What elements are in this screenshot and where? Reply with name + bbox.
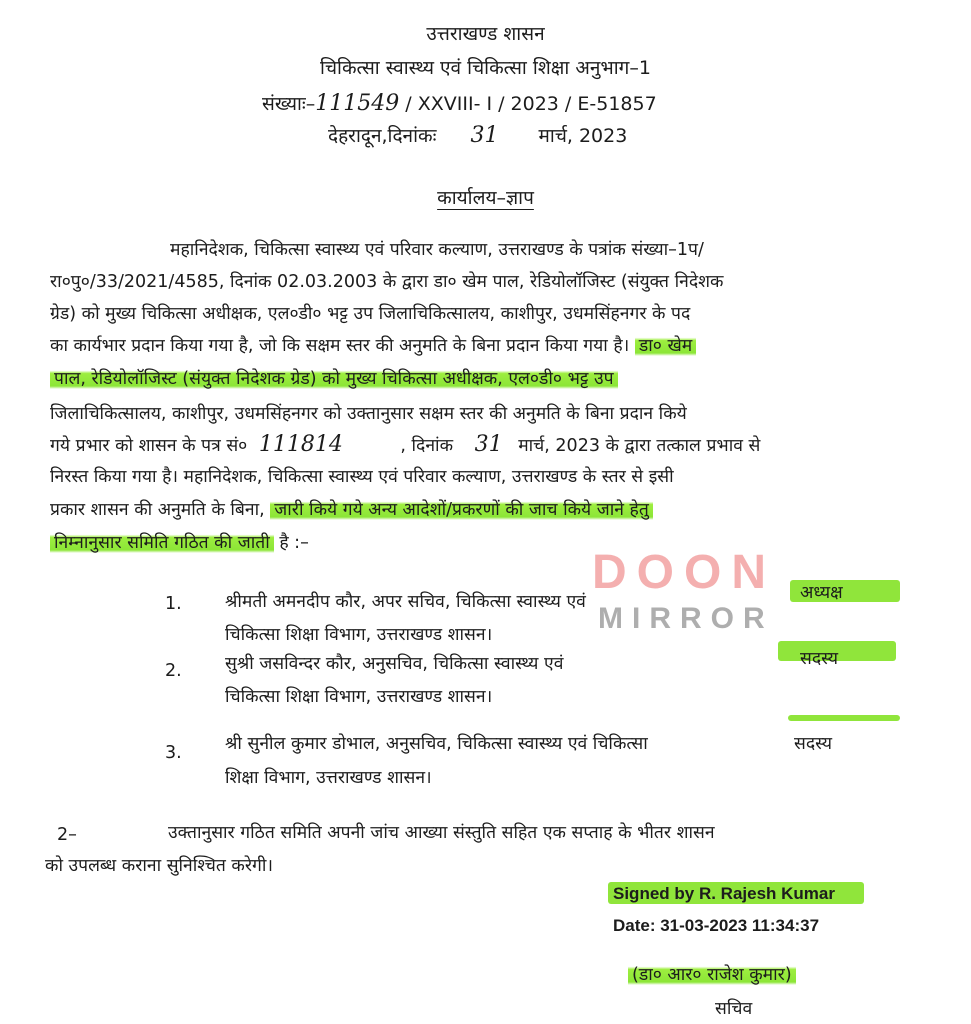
member-2-line1: सुश्री जसविन्दर कौर, अनुसचिव, चिकित्सा स्वास्थ्य एवं <box>225 654 564 674</box>
signature-date: Date: 31-03-2023 11:34:37 <box>613 916 820 935</box>
para2-line1: उक्तानुसार गठित समिति अपनी जांच आख्या संस्तुति सहित एक सप्ताह के भीतर शासन <box>168 823 715 843</box>
para1-line6: जिलाचिकित्सालय, काशीपुर, उधमसिंहनगर को उक्तानुसार सक्षम स्तर की अनुमति के बिना प्रदान किये <box>50 404 687 424</box>
highlight-1: डा० खेम <box>635 336 696 356</box>
member-3-number: 3. <box>165 743 182 763</box>
member-2-number: 2. <box>165 661 182 681</box>
highlight-role-3 <box>788 715 900 721</box>
member-2-line2: चिकित्सा शिक्षा विभाग, उत्तराखण्ड शासन। <box>225 687 493 707</box>
government-heading: उत्तराखण्ड शासन <box>426 23 545 45</box>
para1-line10: निम्नानुसार समिति गठित की जाती है :– <box>50 530 309 554</box>
date-label: देहरादून,दिनांकः <box>328 125 437 147</box>
para1-line9: प्रकार शासन की अनुमति के बिना, जारी किये गये अन्य आदेशों/प्रकरणों की जाच किये जाने हेतु <box>50 497 653 521</box>
letter-ref-handwritten: 111814 <box>258 432 343 457</box>
letter-number <box>262 90 657 116</box>
member-1-line2: चिकित्सा शिक्षा विभाग, उत्तराखण्ड शासन। <box>225 625 493 645</box>
date-month-year: मार्च, 2023 <box>538 125 628 147</box>
member-3-role: सदस्य <box>794 734 833 754</box>
para1-line3: ग्रेड) को मुख्य चिकित्सा अधीक्षक, एल०डी० भट्ट उप जिलाचिकित्सालय, काशीपुर, उधमसिंहनगर के पद <box>50 304 691 324</box>
highlight-4: निम्नानुसार समिति गठित की जाती <box>50 533 274 553</box>
letter-date <box>328 122 627 148</box>
letter-number-handwritten: 111549 <box>315 91 400 116</box>
para2-number: 2– <box>57 825 77 845</box>
para1-line5 <box>50 366 618 390</box>
watermark-mirror: MIRROR <box>598 602 774 635</box>
letter-number-rest: / XXVIII- I / 2023 / E-51857 <box>405 93 657 115</box>
letter-number-label: संख्याः– <box>262 93 316 115</box>
department-heading: चिकित्सा स्वास्थ्य एवं चिकित्सा शिक्षा अनुभाग–1 <box>320 57 651 79</box>
member-1-number: 1. <box>165 594 182 614</box>
para1-line2: रा०पु०/33/2021/4585, दिनांक 02.03.2003 के द्वारा डा० खेम पाल, रेडियोलॉजिस्ट (संयुक्त निदेशक <box>50 272 724 292</box>
member-3-line2: शिक्षा विभाग, उत्तराखण्ड शासन। <box>225 768 432 788</box>
para2-line2: को उपलब्ध कराना सुनिश्चित करेगी। <box>45 856 273 876</box>
member-1-line1: श्रीमती अमनदीप कौर, अपर सचिव, चिकित्सा स्वास्थ्य एवं <box>225 592 586 612</box>
signatory-designation: सचिव <box>715 999 753 1019</box>
watermark-doon: DOON <box>592 546 776 599</box>
highlight-2: पाल, रेडियोलॉजिस्ट (संयुक्त निदेशक ग्रेड) को मुख्य चिकित्सा अधीक्षक, एल०डी० भट्ट उप <box>50 369 618 389</box>
para1-line1: महानिदेशक, चिकित्सा स्वास्थ्य एवं परिवार कल्याण, उत्तराखण्ड के पत्रांक संख्या–1प/ <box>170 240 704 260</box>
highlight-3: जारी किये गये अन्य आदेशों/प्रकरणों की जाच किये जाने हेतु <box>270 500 653 520</box>
memo-title: कार्यालय–ज्ञाप <box>437 187 534 209</box>
member-3-line1: श्री सुनील कुमार डोभाल, अनुसचिव, चिकित्सा स्वास्थ्य एवं चिकित्सा <box>225 734 648 754</box>
signed-by: Signed by R. Rajesh Kumar <box>613 884 835 903</box>
para1-line7: गये प्रभार को शासन के पत्र सं० 111814 , दिनांक 31 मार्च, 2023 के द्वारा तत्काल प्रभाव से <box>50 432 761 457</box>
letter-ref-day-handwritten: 31 <box>474 432 503 457</box>
para1-line4: का कार्यभार प्रदान किया गया है, जो कि सक्षम स्तर की अनुमति के बिना प्रदान किया गया है। डा० खेम <box>50 333 696 357</box>
member-1-role: अध्यक्ष <box>800 583 843 603</box>
date-day-handwritten: 31 <box>470 123 499 148</box>
member-2-role: सदस्य <box>800 649 839 669</box>
para1-line8: निरस्त किया गया है। महानिदेशक, चिकित्सा स्वास्थ्य एवं परिवार कल्याण, उत्तराखण्ड के स्तर से इसी <box>50 467 674 487</box>
signatory-name: (डा० आर० राजेश कुमार) <box>628 962 796 986</box>
